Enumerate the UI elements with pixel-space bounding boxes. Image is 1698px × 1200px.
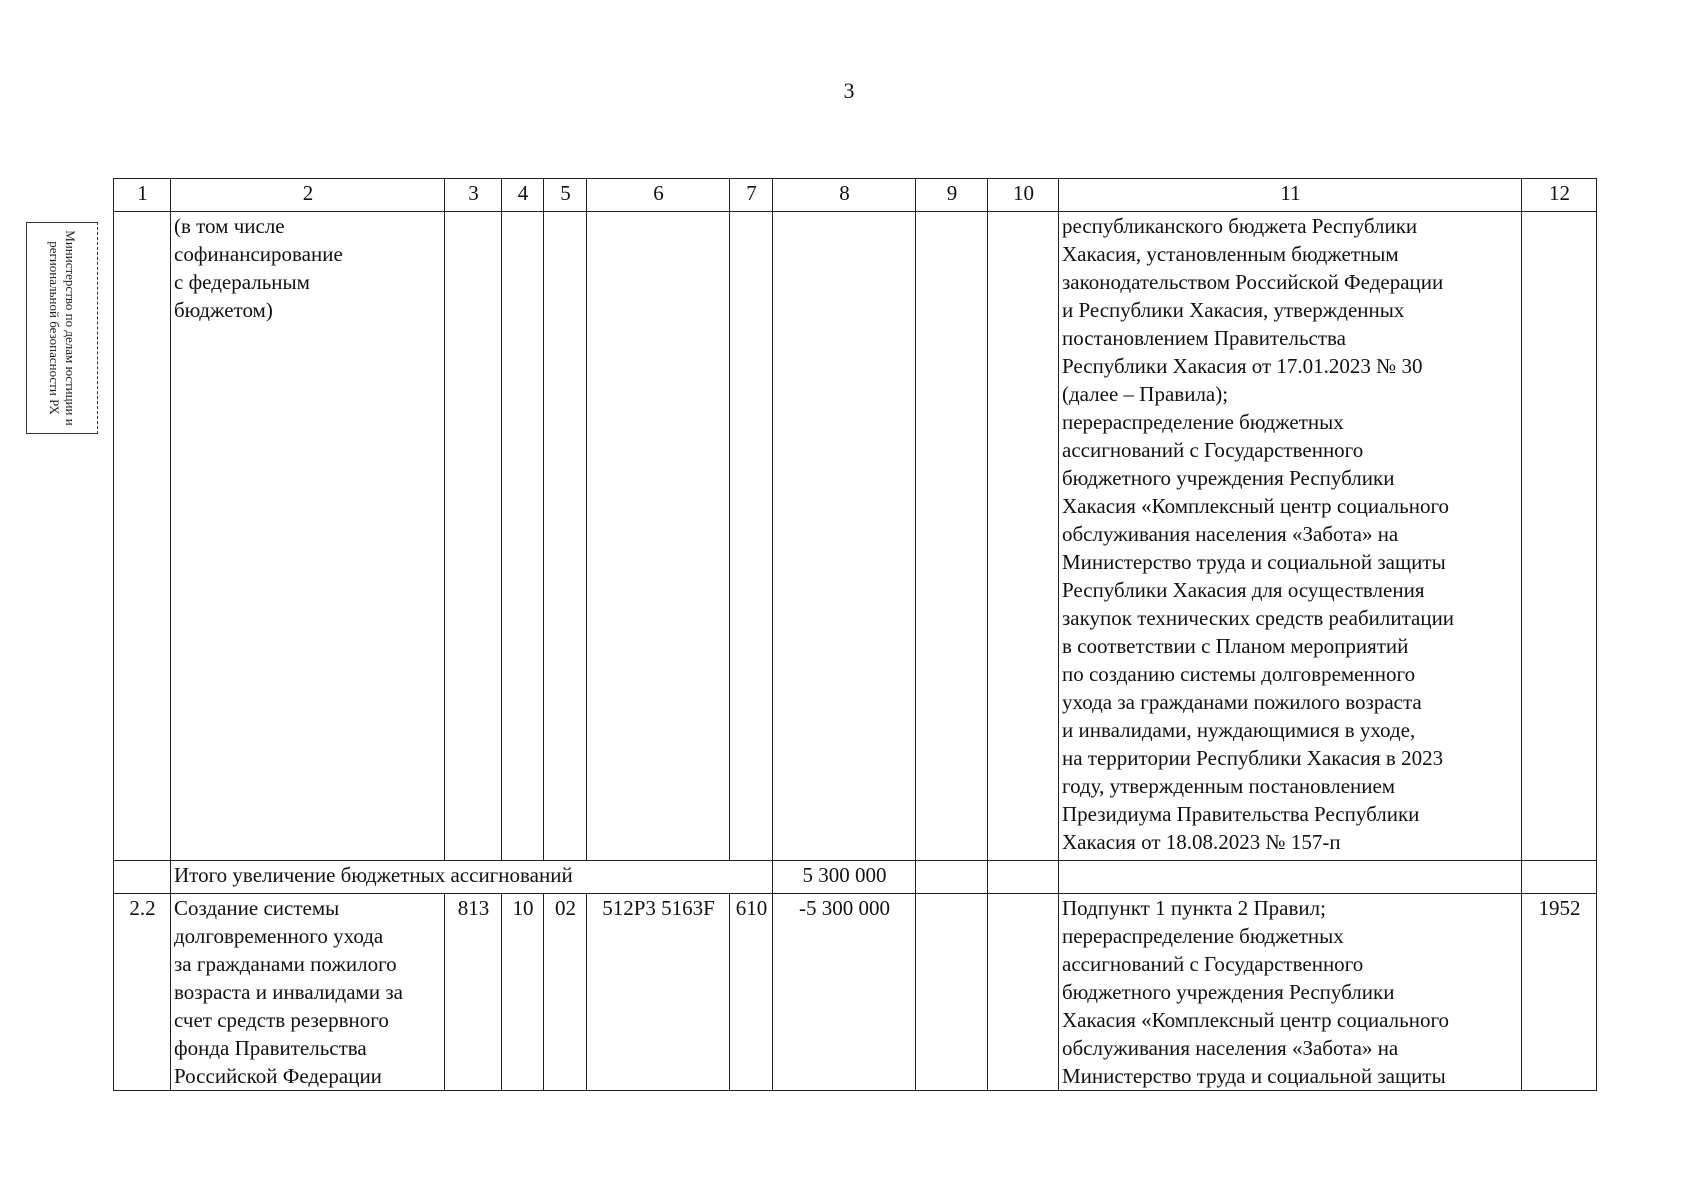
page-number: 3 [843, 78, 855, 103]
header-cell: 4 [502, 179, 544, 212]
cell-col8 [773, 212, 916, 861]
cell-col9 [916, 894, 988, 1091]
header-cell: 6 [587, 179, 730, 212]
header-cell: 1 [114, 179, 171, 212]
cell-col5-subsection: 02 [544, 894, 587, 1091]
cell-col9 [916, 212, 988, 861]
cell-col6 [587, 212, 730, 861]
header-cell: 9 [916, 179, 988, 212]
total-label: Итого увеличение бюджетных ассигнований [171, 861, 773, 894]
cell-col5 [544, 212, 587, 861]
header-cell: 5 [544, 179, 587, 212]
cell-col2-description: Создание системы долговременного ухода за гражданами пожилого возраста и инвалидами за счет средств резервного фонда Правительства Российской Федерации [171, 894, 445, 1091]
cell-col3-code: 813 [445, 894, 502, 1091]
cell-col2-description: (в том числе софинансирование с федеральным бюджетом) [171, 212, 445, 861]
header-cell: 12 [1522, 179, 1597, 212]
cell-col1 [114, 861, 171, 894]
cell-col12 [1522, 212, 1597, 861]
cell-col10 [988, 894, 1059, 1091]
cell-col11-justification: республиканского бюджета Республики Хакасия, установленным бюджетным законодательством Российской Федерации и Республики Хакасия, утвержденных постановлением Правительства Республики Хакасия от 17.01.2023 № 30 (далее – Правила); перераспределение бюджетных ассигнований с Государственного бюджетного учреждения Республики Хакасия «Комплексный центр социального обслуживания населения «Забота» на Министерство труда и социальной защиты Республики Хакасия для осуществления закупок технических средств реабилитации в соответствии с Планом мероприятий по созданию системы долговременного ухода за гражданами пожилого возраста и инвалидами, нуждающимися в уходе, на территории Республики Хакасия в 2023 году, утвержденным постановлением Президиума Правительства Республики Хакасия от 18.08.2023 № 157-п [1059, 212, 1522, 861]
header-cell: 10 [988, 179, 1059, 212]
cell-col8-amount: -5 300 000 [773, 894, 916, 1091]
cell-col7-expense-type: 610 [730, 894, 773, 1091]
cell-col12-code: 1952 [1522, 894, 1597, 1091]
table-row-continuation [114, 212, 1597, 861]
cell-col7 [730, 212, 773, 861]
cell-col1 [114, 212, 171, 861]
row-number: 2.2 [114, 894, 171, 1091]
cell-col11 [1059, 861, 1522, 894]
table-row-2-2 [114, 894, 1597, 1091]
registration-stamp [26, 222, 98, 434]
header-cell: 8 [773, 179, 916, 212]
cell-col12 [1522, 861, 1597, 894]
stamp-text: Министерство по делам юстиции и региональной безопасности РХ [47, 230, 78, 426]
header-cell: 11 [1059, 179, 1522, 212]
cell-col9 [916, 861, 988, 894]
budget-table [113, 178, 1597, 1091]
cell-col3 [445, 212, 502, 861]
header-cell: 3 [445, 179, 502, 212]
cell-col11-justification: Подпункт 1 пункта 2 Правил; перераспределение бюджетных ассигнований с Государственного бюджетного учреждения Республики Хакасия «Комплексный центр социального обслуживания населения «Забота» на Министерство труда и социальной защиты [1059, 894, 1522, 1091]
cell-col6-target-article: 512Р3 5163F [587, 894, 730, 1091]
cell-col10 [988, 212, 1059, 861]
cell-col10 [988, 861, 1059, 894]
header-cell: 2 [171, 179, 445, 212]
cell-col4-section: 10 [502, 894, 544, 1091]
total-amount: 5 300 000 [773, 861, 916, 894]
table-row-total [114, 861, 1597, 894]
header-cell: 7 [730, 179, 773, 212]
cell-col4 [502, 212, 544, 861]
header-row [114, 179, 1597, 212]
